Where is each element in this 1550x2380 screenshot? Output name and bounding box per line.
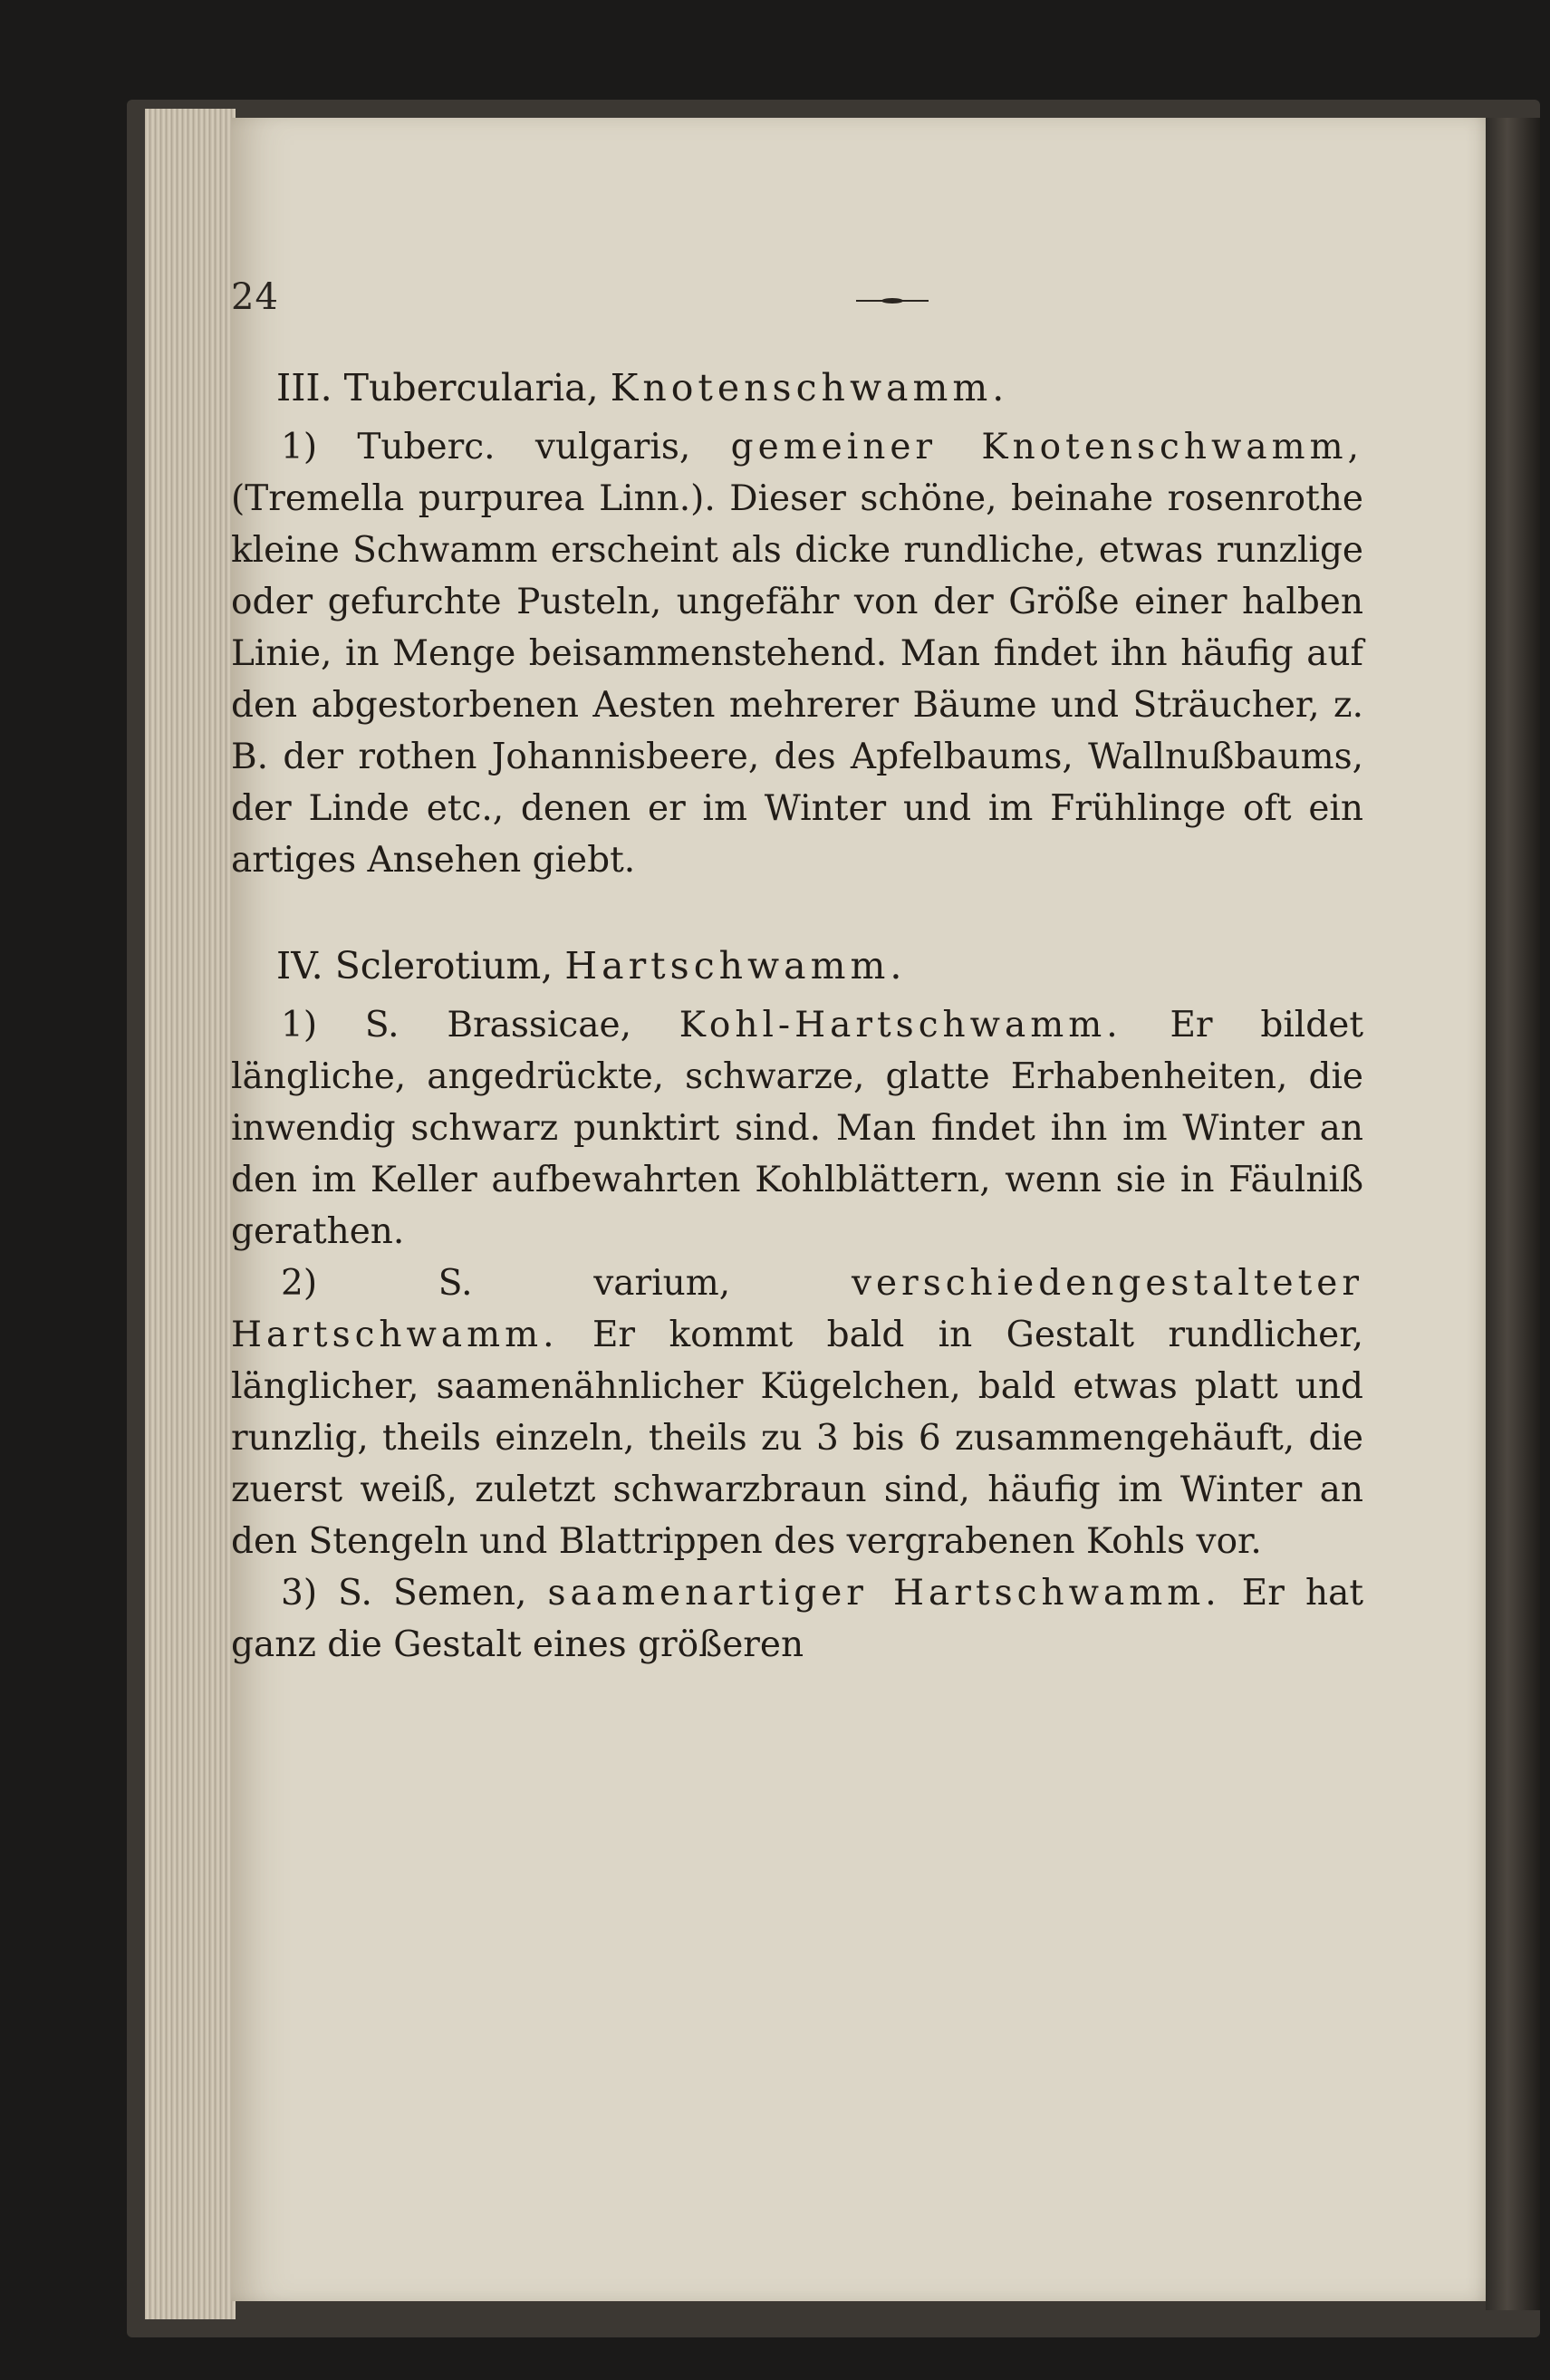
page-header <box>231 276 1318 331</box>
entry-prefix: 1) Tuberc. vulgaris, <box>281 427 691 467</box>
section-heading-sclerotium <box>276 940 1363 992</box>
entry-german-name: Kohl-Hartschwamm. <box>679 1005 1122 1045</box>
page-number: 24 <box>231 276 279 318</box>
entry-body: Er kommt bald in Gestalt rundlicher, länglicher, saamenähnlicher Kügelchen, bald etwas platt und runzlig, theils einzeln, theils zu 3 bis 6 zusammengehäuft, die zuerst weiß, zuletzt schwarzbraun sind, häufig im Winter an den Stengeln und Blattrippen des vergrabenen Kohls vor. <box>231 1315 1363 1562</box>
entry-s-varium <box>231 1257 1363 1567</box>
heading-german: Knotenschwamm. <box>610 366 1009 410</box>
heading-latin: III. Tubercularia, <box>276 366 599 410</box>
entry-s-brassicae <box>231 999 1363 1257</box>
page-edges <box>145 109 236 2319</box>
entry-tuberc-vulgaris <box>231 421 1363 886</box>
entry-prefix: 3) S. Semen, <box>281 1573 527 1614</box>
page-text <box>231 362 1363 1671</box>
facing-page-edge <box>1486 118 1540 2310</box>
entry-prefix: 2) S. varium, <box>281 1263 731 1304</box>
ornament-rule-icon <box>856 298 929 304</box>
entry-body: Er bildet längliche, angedrückte, schwarze, glatte Erhabenheiten, die inwendig schwarz punktirt sind. Man findet ihn im Winter an den im Keller aufbewahrten Kohlblättern, wenn sie in Fäulniß gerathen. <box>231 1005 1363 1252</box>
entry-body: Er hat ganz die Gestalt eines größeren <box>231 1573 1363 1665</box>
entry-german-name: gemeiner Knotenschwamm, <box>730 427 1364 467</box>
section-heading-tubercularia <box>276 362 1363 414</box>
entry-german-name: verschiedengestalteter Hartschwamm. <box>231 1263 1363 1355</box>
entry-prefix: 1) S. Brassicae, <box>281 1005 631 1045</box>
heading-german: Hartschwamm. <box>564 944 907 988</box>
section-gap <box>231 886 1363 940</box>
entry-s-semen <box>231 1567 1363 1671</box>
heading-latin: IV. Sclerotium, <box>276 944 554 988</box>
entry-body: (Tremella purpurea Linn.). Dieser schöne, beinahe rosenrothe kleine Schwamm erscheint als dicke rundliche, etwas runzlige oder gefurchte Pusteln, ungefähr von der Größe einer halben Linie, in Menge beisammenstehend. Man findet ihn häufig auf den abgestorbenen Aesten mehrerer Bäume und Sträucher, z. B. der rothen Johannisbeere, des Apfelbaums, Wallnußbaums, der Linde etc., denen er im Winter und im Frühlinge oft ein artiges Ansehen giebt. <box>231 478 1363 881</box>
entry-german-name: saamenartiger Hartschwamm. <box>547 1573 1221 1614</box>
